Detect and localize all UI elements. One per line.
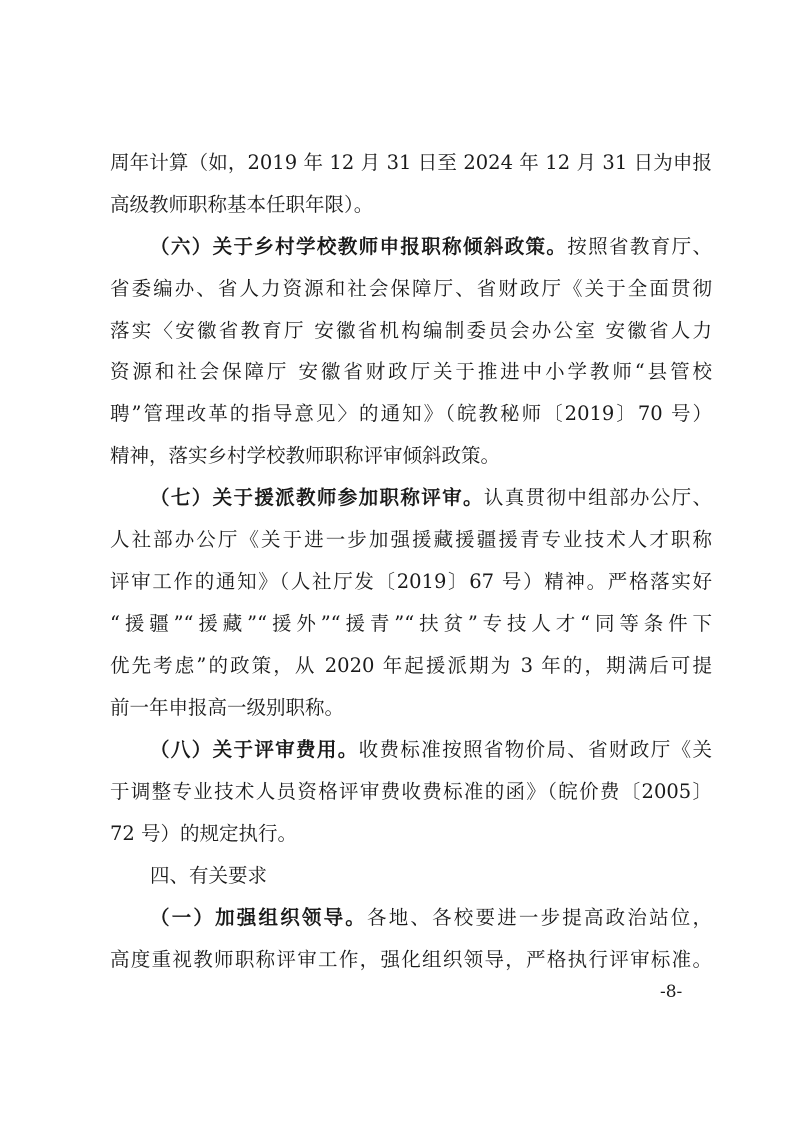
paragraph-line: 聘”管理改革的指导意见〉的通知》（皖教秘师〔2019〕70 号） [110, 402, 712, 425]
requirement-heading-1: （一）加强组织领导。 [150, 906, 367, 929]
paragraph-line: 资源和社会保障厅 安徽省财政厅关于推进中小学教师“县管校 [110, 360, 712, 383]
section-heading-6: （六）关于乡村学校教师申报职称倾斜政策。 [150, 235, 568, 258]
section-6-line: （六）关于乡村学校教师申报职称倾斜政策。按照省教育厅、 [150, 235, 712, 258]
chapter-heading-4: 四、有关要求 [150, 864, 268, 887]
page-number: -8- [660, 982, 683, 1002]
paragraph-line: 人社部办公厅《关于进一步加强援藏援疆援青专业技术人才职称 [110, 528, 712, 551]
paragraph-line: “援疆”“援藏”“援外”“援青”“扶贫”专技人才“同等条件下 [110, 612, 712, 635]
paragraph-line: 前一年申报高一级别职称。 [110, 696, 345, 719]
requirement-1-line: （一）加强组织领导。各地、各校要进一步提高政治站位， [150, 906, 712, 929]
paragraph-line: 优先考虑”的政策，从 2020 年起援派期为 3 年的，期满后可提 [110, 654, 712, 677]
paragraph-line: 评审工作的通知》（人社厅发〔2019〕67 号）精神。严格落实好 [110, 570, 712, 593]
paragraph-line: 于调整专业技术人员资格评审费收费标准的函》（皖价费〔2005〕 [110, 780, 712, 803]
section-8-line: （八）关于评审费用。收费标准按照省物价局、省财政厅《关 [150, 738, 712, 761]
paragraph-line: 高级教师职称基本任职年限）。 [110, 193, 374, 216]
paragraph-line: 高度重视教师职称评审工作，强化组织领导，严格执行评审标准。 [110, 948, 712, 971]
section-heading-8: （八）关于评审费用。 [150, 738, 359, 761]
paragraph-line: 省委编办、省人力资源和社会保障厅、省财政厅《关于全面贯彻 [110, 277, 712, 300]
paragraph-line: 周年计算（如，2019 年 12 月 31 日至 2024 年 12 月 31 日为申报 [110, 151, 712, 174]
section-heading-7: （七）关于援派教师参加职称评审。 [150, 486, 484, 509]
paragraph-line: 落实〈安徽省教育厅 安徽省机构编制委员会办公室 安徽省人力 [110, 319, 712, 342]
paragraph-line: 精神，落实乡村学校教师职称评审倾斜政策。 [110, 444, 501, 467]
paragraph-line: 72 号）的规定执行。 [110, 822, 298, 845]
section-7-line: （七）关于援派教师参加职称评审。认真贯彻中组部办公厅、 [150, 486, 712, 509]
